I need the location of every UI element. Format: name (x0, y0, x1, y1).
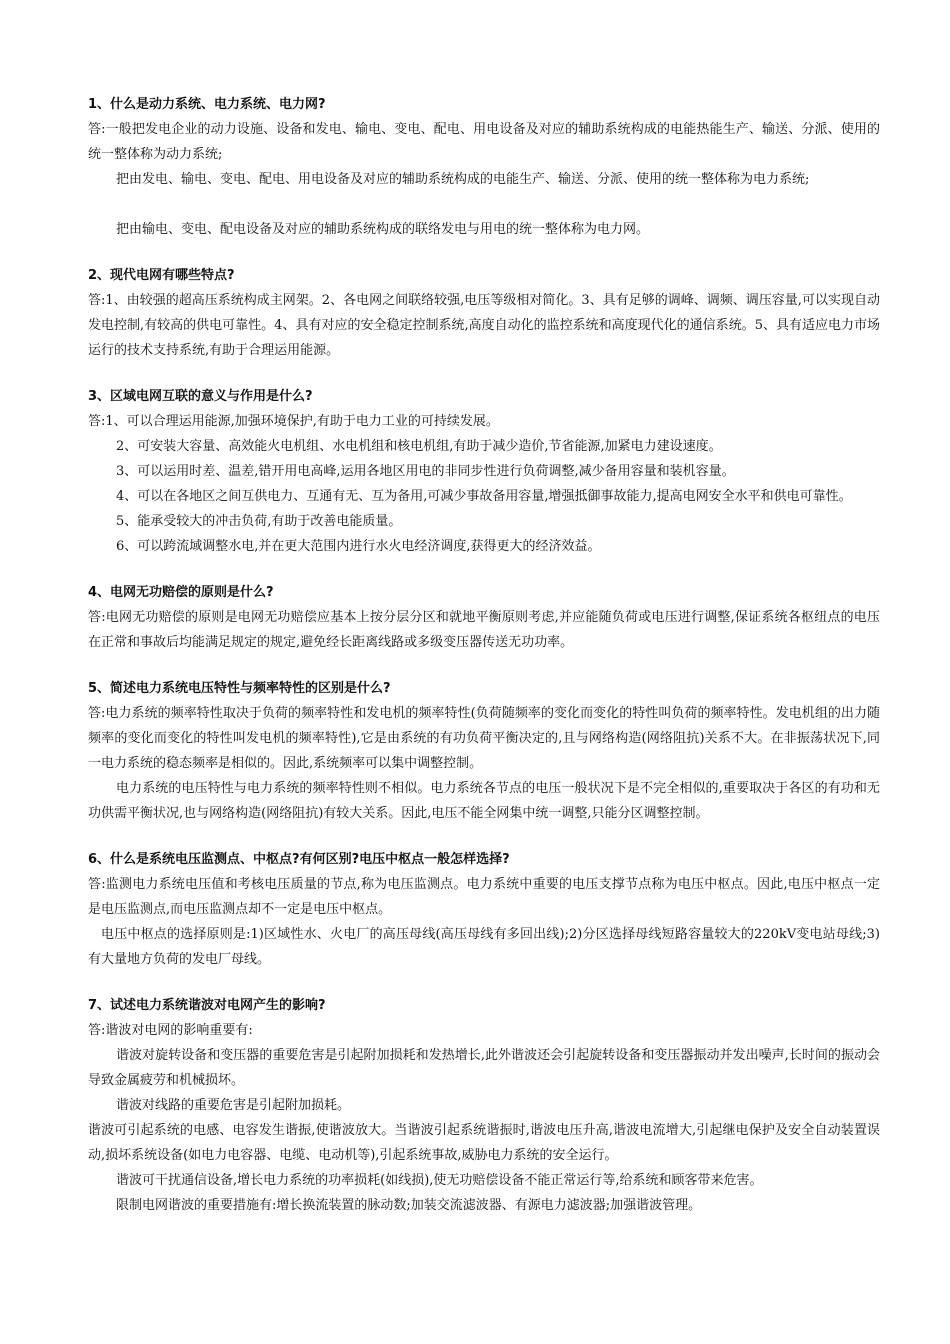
answer-paragraph: 答:电网无功赔偿的原则是电网无功赔偿应基本上按分层分区和就地平衡原则考虑,并应能随负荷或电压进行调整,保证系统各枢纽点的电压在正常和事故后均能满足规定的规定,避免经长距离线路或多级变压器传送无功功率。 (88, 610, 880, 650)
answer-paragraph: 谐波可引起系统的电感、电容发生谐振,使谐波放大。当谐波引起系统谐振时,谐波电压升高,谐波电流增大,引起继电保护及安全自动装置误动,损坏系统设备(如电力电容器、电缆、电动机等),引起系统事故,威胁电力系统的安全运行。 (88, 1123, 880, 1163)
answer-paragraph: 答:1、由较强的超高压系统构成主网架。2、各电网之间联络较强,电压等级相对简化。3、具有足够的调峰、调频、调压容量,可以实现自动发电控制,有较高的供电可靠性。4、具有对应的安全稳定控制系统,高度自动化的监控系统和高度现代化的通信系统。5、具有适应电力市场运行的技术支持系统,有助于合理运用能源。 (88, 293, 880, 358)
answer-paragraph: 答:1、可以合理运用能源,加强环境保护,有助于电力工业的可持续发展。 (88, 414, 499, 429)
qa-section-3 (88, 384, 880, 559)
answer-paragraph: 电力系统的电压特性与电力系统的频率特性则不相似。电力系统各节点的电压一般状况下是不完全相似的,重要取决于各区的有功和无功供需平衡状况,也与网络构造(网络阻抗)有较大关系。因此,电压不能全网集中统一调整,只能分区调整控制。 (88, 781, 880, 821)
answer-paragraph: 4、可以在各地区之间互供电力、互通有无、互为备用,可减少事故备用容量,增强抵御事故能力,提高电网安全水平和供电可靠性。 (116, 489, 852, 504)
answer-paragraph: 谐波可干扰通信设备,增长电力系统的功率损耗(如线损),使无功赔偿设备不能正常运行等,给系统和顾客带来危害。 (116, 1173, 763, 1188)
answer-paragraph: 限制电网谐波的重要措施有:增长换流装置的脉动数;加装交流滤波器、有源电力滤波器;加强谐波管理。 (116, 1198, 702, 1213)
question-heading: 6、什么是系统电压监测点、中枢点?有何区别?电压中枢点一般怎样选择? (88, 852, 510, 867)
paragraph-spacer (88, 192, 880, 217)
answer-paragraph: 答:谐波对电网的影响重要有: (88, 1023, 253, 1038)
answer-paragraph: 答:一般把发电企业的动力设施、设备和发电、输电、变电、配电、用电设备及对应的辅助系统构成的电能热能生产、输送、分派、使用的统一整体称为动力系统; (88, 122, 880, 162)
qa-section-7 (88, 993, 880, 1218)
answer-paragraph: 6、可以跨流域调整水电,并在更大范围内进行水火电经济调度,获得更大的经济效益。 (116, 539, 601, 554)
answer-paragraph: 谐波对线路的重要危害是引起附加损耗。 (116, 1098, 351, 1113)
question-heading: 2、现代电网有哪些特点? (88, 268, 235, 283)
answer-paragraph: 3、可以运用时差、温差,错开用电高峰,运用各地区用电的非同步性进行负荷调整,减少备用容量和装机容量。 (116, 464, 735, 479)
question-heading: 5、简述电力系统电压特性与频率特性的区别是什么? (88, 681, 391, 696)
question-heading: 4、电网无功赔偿的原则是什么? (88, 585, 274, 600)
document-page (88, 92, 880, 1239)
question-heading: 3、区域电网互联的意义与作用是什么? (88, 389, 313, 404)
answer-paragraph: 电压中枢点的选择原则是:1)区域性水、火电厂的高压母线(高压母线有多回出线);2)分区选择母线短路容量较大的220kV变电站母线;3)有大量地方负荷的发电厂母线。 (88, 927, 880, 967)
qa-section-5 (88, 676, 880, 826)
question-heading: 1、什么是动力系统、电力系统、电力网? (88, 97, 326, 112)
answer-paragraph: 把由输电、变电、配电设备及对应的辅助系统构成的联络发电与用电的统一整体称为电力网。 (116, 222, 650, 237)
answer-paragraph: 答:电力系统的频率特性取决于负荷的频率特性和发电机的频率特性(负荷随频率的变化而变化的特性叫负荷的频率特性。发电机组的出力随频率的变化而变化的特性叫发电机的频率特性),它是由系统的有功负荷平衡决定的,且与网络构造(网络阻抗)关系不大。在非振荡状况下,同一电力系统的稳态频率是相似的。因此,系统频率可以集中调整控制。 (88, 706, 880, 771)
qa-section-4 (88, 580, 880, 655)
qa-section-1 (88, 92, 880, 242)
qa-section-6 (88, 847, 880, 972)
answer-paragraph: 2、可安装大容量、高效能火电机组、水电机组和核电机组,有助于减少造价,节省能源,加紧电力建设速度。 (116, 439, 722, 454)
question-heading: 7、试述电力系统谐波对电网产生的影响? (88, 998, 326, 1013)
answer-paragraph: 把由发电、输电、变电、配电、用电设备及对应的辅助系统构成的电能生产、输送、分派、使用的统一整体称为电力系统; (116, 172, 810, 187)
answer-paragraph: 谐波对旋转设备和变压器的重要危害是引起附加损耗和发热增长,此外谐波还会引起旋转设备和变压器振动并发出噪声,长时间的振动会导致金属疲劳和机械损坏。 (88, 1048, 880, 1088)
answer-paragraph: 答:监测电力系统电压值和考核电压质量的节点,称为电压监测点。电力系统中重要的电压支撑节点称为电压中枢点。因此,电压中枢点一定是电压监测点,而电压监测点却不一定是电压中枢点。 (88, 877, 880, 917)
qa-section-2 (88, 263, 880, 363)
answer-paragraph: 5、能承受较大的冲击负荷,有助于改善电能质量。 (116, 514, 402, 529)
